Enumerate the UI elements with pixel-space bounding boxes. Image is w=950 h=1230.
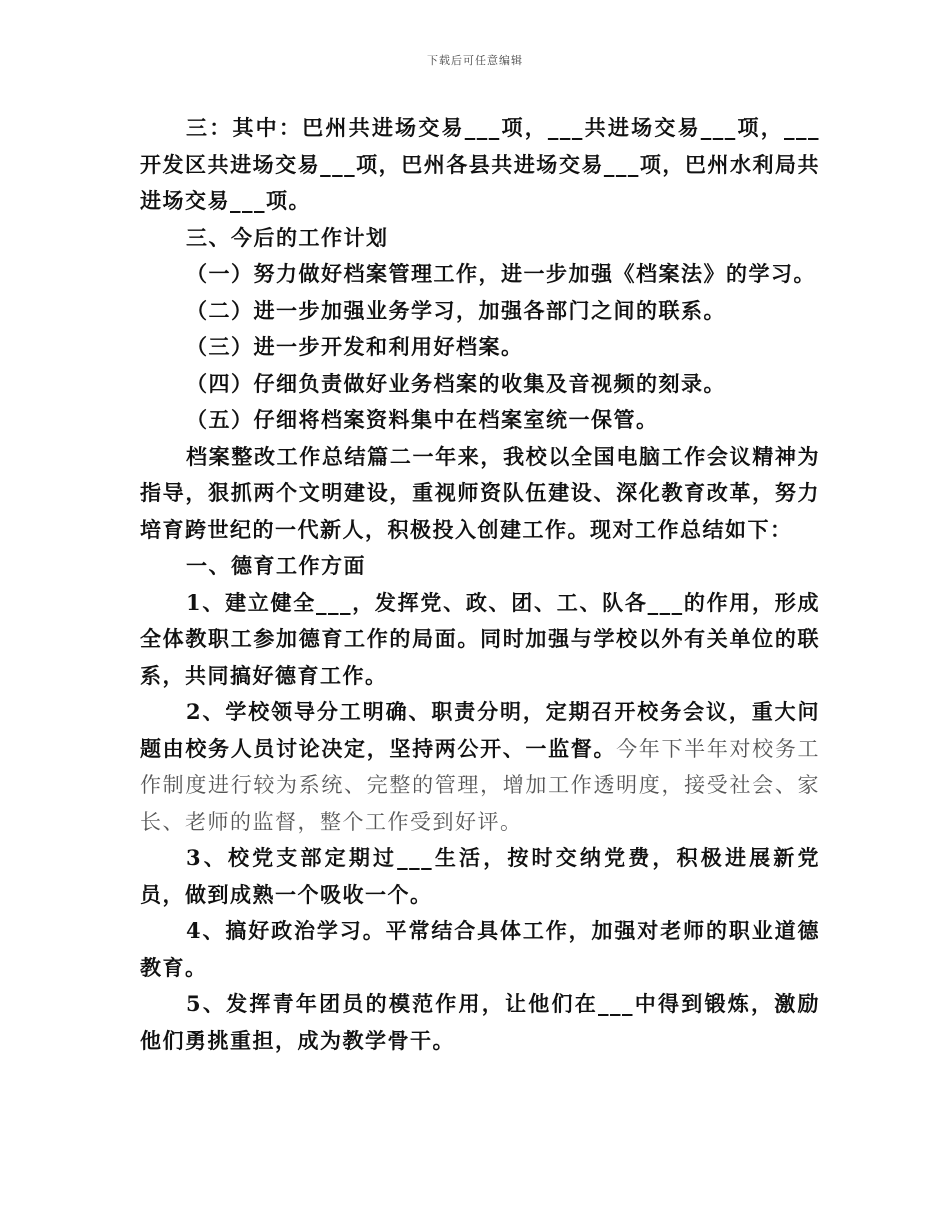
heading-future-plan: 三、今后的工作计划 <box>186 224 389 250</box>
paragraph-point-4: 4、搞好政治学习。平常结合具体工作，加强对老师的职业道德教育。 <box>140 918 820 980</box>
plan-item-3: （三）进一步开发和利用好档案。 <box>186 334 524 359</box>
point-2-light-text: 今年下半年对校务工作制度进行较为系统、完整的管理，增加工作透明度，接受社会、家长、老师的监督，整个工作受到好评。 <box>140 736 821 834</box>
plan-item-1: （一）努力做好档案管理工作，进一步加强《档案法》的学习。 <box>186 261 816 286</box>
point-2-bold-text: 2、学校领导分工明确、职责分明，定期召开校务会议，重大问题由校务人员讨论决定，坚持两公开、一监督。 <box>140 699 820 761</box>
plan-item-2: （二）进一步加强业务学习，加强各部门之间的联系。 <box>186 297 726 323</box>
paragraph-point-3: 3、校党支部定期过___生活，按时交纳党费，积极进展新党员，做到成熟一个吸收一个。 <box>140 845 820 907</box>
document-body <box>140 110 820 1059</box>
page-header: 下载后可任意编辑 <box>427 54 523 67</box>
plan-item-5: （五）仔细将档案资料集中在档案室统一保管。 <box>186 407 659 432</box>
paragraph-point-5: 5、发挥青年团员的模范作用，让他们在___中得到锻炼，激励他们勇挑重担，成为教学骨干。 <box>140 991 820 1053</box>
paragraph-trading-stats: 三：其中：巴州共进场交易___项，___共进场交易___项，___开发区共进场交易___项，巴州各县共进场交易___项，巴州水利局共进场交易___项。 <box>140 115 820 213</box>
paragraph-summary-intro: 档案整改工作总结篇二一年来，我校以全国电脑工作会议精神为指导，狠抓两个文明建设，重视师资队伍建设、深化教育改革，努力培育跨世纪的一代新人，积极投入创建工作。现对工作总结如下： <box>140 443 820 542</box>
plan-item-4: （四）仔细负责做好业务档案的收集及音视频的刻录。 <box>186 370 726 396</box>
heading-moral-education: 一、德育工作方面 <box>186 553 366 578</box>
paragraph-point-2 <box>140 694 820 840</box>
paragraph-point-1: 1、建立健全___，发挥党、政、团、工、队各___的作用，形成全体教职工参加德育工作的局面。同时加强与学校以外有关单位的联系，共同搞好德育工作。 <box>140 589 820 688</box>
